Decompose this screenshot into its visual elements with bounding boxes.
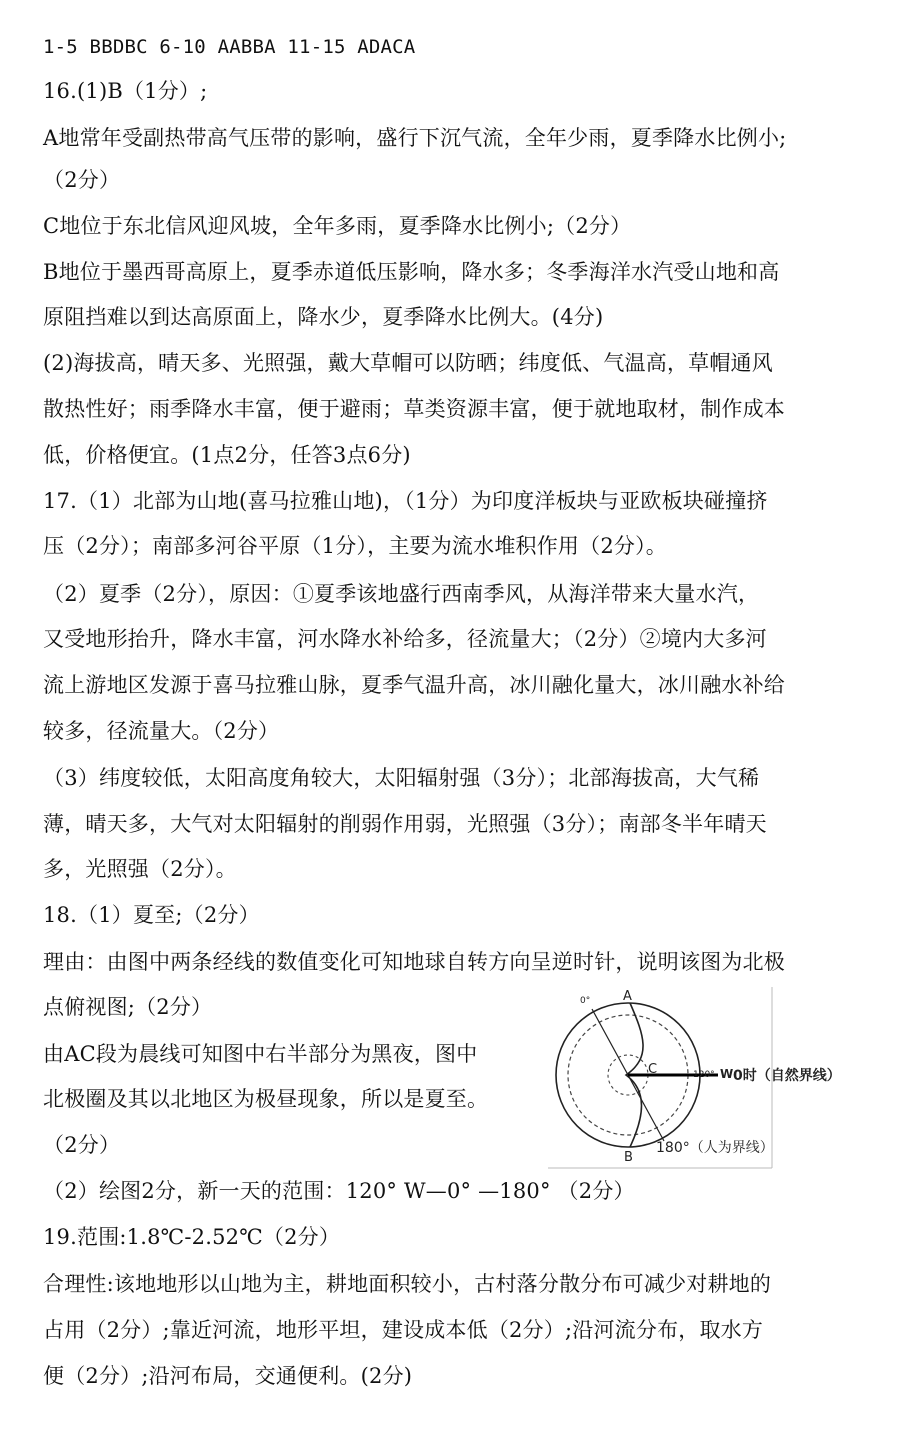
polar-diagram	[548, 987, 841, 1168]
q16-text-line: C地位于东北信风迎风坡，全年多雨，夏季降水比例小;（2分）	[43, 214, 632, 238]
label-0h: 0时（自然界线）	[733, 1068, 841, 1084]
q17-1-line: 压（2分）；南部多河谷平原（1分），主要为流水堆积作用（2分）。	[43, 534, 667, 558]
q18-reason-line: 点俯视图;（2分）	[43, 995, 213, 1019]
q18-1-answer: 18.（1）夏至;（2分）	[43, 903, 260, 927]
label-180: 180°（人为界线）	[656, 1140, 774, 1156]
q18-reason-line: 理由：由图中两条经线的数值变化可知地球自转方向呈逆时针，说明该图为北极	[43, 950, 785, 974]
q19-reason-line: 便（2分）;沿河布局，交通便利。(2分)	[43, 1364, 413, 1388]
q16-text-line: （2分）	[43, 168, 121, 192]
q17-3-line: 多，光照强（2分）。	[43, 857, 237, 881]
q16-2-line: (2)海拔高，晴天多、光照强，戴大草帽可以防晒；纬度低、气温高，草帽通风	[43, 351, 773, 375]
q18-reason-line: （2分）	[43, 1133, 121, 1157]
q16-2-line: 散热性好；雨季降水丰富，便于避雨；草类资源丰富，便于就地取材，制作成本	[43, 397, 785, 421]
label-c: C	[648, 1062, 658, 1077]
q17-2-line: 流上游地区发源于喜马拉雅山脉，夏季气温升高，冰川融化量大，冰川融水补给	[43, 673, 785, 697]
q17-2-line: 又受地形抬升，降水丰富，河水降水补给多，径流量大；（2分）②境内大多河	[43, 627, 767, 651]
q18-2-answer: （2）绘图2分，新一天的范围：120° W—0° —180° （2分）	[43, 1179, 635, 1203]
label-120deg: 120°	[693, 1070, 715, 1080]
mc-answers: 1-5 BBDBC 6-10 AABBA 11-15 ADACA	[43, 36, 416, 58]
q17-3-line: 薄，晴天多，大气对太阳辐射的削弱作用弱，光照强（3分）；南部冬半年晴天	[43, 812, 767, 836]
label-b: B	[624, 1150, 633, 1165]
q16-text-line: A地常年受副热带高气压带的影响，盛行下沉气流，全年少雨，夏季降水比例小;	[43, 126, 787, 150]
q17-1-line: 17.（1）北部为山地(喜马拉雅山地)，（1分）为印度洋板块与亚欧板块碰撞挤	[43, 489, 768, 513]
label-0deg: 0°	[580, 996, 591, 1006]
q18-reason-line: 北极圈及其以北地区为极昼现象，所以是夏至。	[43, 1087, 489, 1111]
q18-reason-line: 由AC段为晨线可知图中右半部分为黑夜，图中	[43, 1042, 478, 1066]
q19-range: 19.范围:1.8℃-2.52℃（2分）	[43, 1225, 341, 1249]
q16-1-answer: 16.(1)B（1分）;	[43, 79, 208, 103]
q17-2-line: （2）夏季（2分），原因：①夏季该地盛行西南季风，从海洋带来大量水汽，	[43, 582, 760, 606]
q17-3-line: （3）纬度较低，太阳高度角较大，太阳辐射强（3分）；北部海拔高，大气稀	[43, 766, 760, 790]
label-w: W	[720, 1067, 734, 1081]
q16-text-line: B地位于墨西哥高原上，夏季赤道低压影响，降水多；冬季海洋水汽受山地和高	[43, 260, 780, 284]
q16-text-line: 原阻挡难以到达高原面上，降水少，夏季降水比例大。(4分)	[43, 305, 604, 329]
label-a: A	[623, 989, 632, 1004]
q16-2-line: 低，价格便宜。(1点2分，任答3点6分)	[43, 443, 411, 467]
q17-2-line: 较多，径流量大。（2分）	[43, 719, 280, 743]
q19-reason-line: 合理性:该地地形以山地为主，耕地面积较小，古村落分散分布可减少对耕地的	[43, 1272, 772, 1296]
q19-reason-line: 占用（2分）;靠近河流，地形平坦，建设成本低（2分）;沿河流分布，取水方	[43, 1318, 764, 1342]
